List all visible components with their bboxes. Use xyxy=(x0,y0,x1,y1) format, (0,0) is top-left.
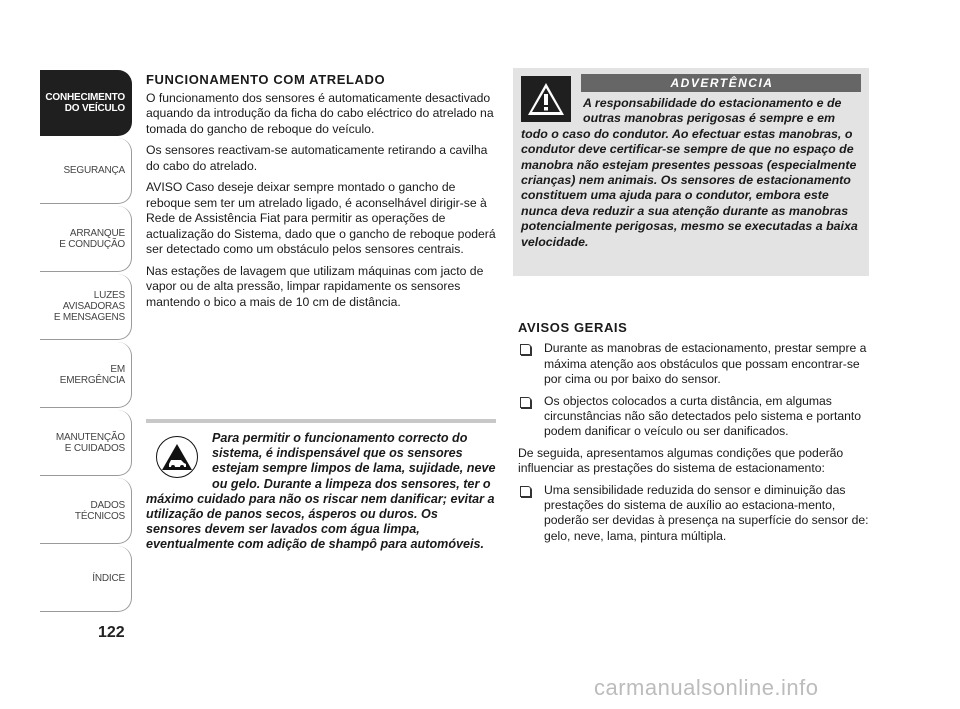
tab-luzes-avisadoras[interactable] xyxy=(40,274,132,340)
tab-label: SEGURANÇA xyxy=(63,165,125,176)
warning-title: ADVERTÊNCIA xyxy=(581,74,861,92)
section-heading: AVISOS GERAIS xyxy=(518,320,628,335)
tab-indice[interactable] xyxy=(40,546,132,612)
list-item xyxy=(518,394,870,440)
paragraph: Nas estações de lavagem que utilizam máquinas com jacto de vapor ou de alta pressão, limpar rapidamente os sensores mantendo o bico a mais de 10 cm de distância. xyxy=(146,263,484,309)
checkbox-bullet-icon xyxy=(520,397,531,408)
list-item-text: Uma sensibilidade reduzida do sensor e diminuição das prestações do sistema de auxílio ao estaciona-mento, poderão ser devidas à presença na superfície do sensor de: gelo, neve, lama, pintura múltipla. xyxy=(544,482,869,543)
list-item xyxy=(518,341,870,387)
note-box xyxy=(146,419,496,553)
warning-box xyxy=(513,68,869,276)
tab-label: ÍNDICE xyxy=(92,573,125,584)
tab-seguranca[interactable] xyxy=(40,138,132,204)
page-number: 122 xyxy=(98,624,125,641)
tab-manutencao-e-cuidados[interactable] xyxy=(40,410,132,476)
list-item xyxy=(518,483,870,545)
tab-dados-tecnicos[interactable] xyxy=(40,478,132,544)
tab-label: CONHECIMENTO DO VEÍCULO xyxy=(45,91,125,114)
tab-conhecimento-do-veiculo[interactable] xyxy=(40,70,132,136)
right-column xyxy=(518,320,870,550)
tab-arranque-e-conducao[interactable] xyxy=(40,206,132,272)
checkbox-bullet-icon xyxy=(520,344,531,355)
watermark: carmanualsonline.info xyxy=(594,675,819,700)
warning-text: A responsabilidade do estacionamento e de outras manobras perigosas é sempre e em todo o caso do condutor. Ao efectuar estas manobras, o condutor deve certificar-se sempre de que no espaço de manobra não estejam presentes pessoas (especialmente crianças) nem animais. Os sensores de estacionamento constituem uma ajuda para o condutor, embora este nunca deva reduzir a sua atenção durante as manobras potencialmente perigosas, mesmo se executadas a baixa velocidade. xyxy=(521,96,858,249)
note-text: Para permitir o funcionamento correcto do sistema, é indispensável que os sensores estejam sempre limpos de lama, sujidade, neve ou gelo. Durante a limpeza dos sensores, ter o máximo cuidado para não os riscar nem danificar; evitar a utilização de panos secos, ásperos ou duros. Os sensores devem ser lavados com água limpa, eventualmente com adição de shampô para automóveis. xyxy=(146,431,496,552)
section-sidebar xyxy=(40,70,132,614)
tab-label: DADOS TÉCNICOS xyxy=(74,499,125,522)
paragraph: De seguida, apresentamos algumas condições que poderão influenciar as prestações do sistema de estacionamento: xyxy=(518,445,844,476)
left-column xyxy=(146,72,496,316)
bullet-list xyxy=(518,341,870,439)
checkbox-bullet-icon xyxy=(520,486,531,497)
bullet-list xyxy=(518,483,870,545)
paragraph: O funcionamento dos sensores é automaticamente desactivado aquando da introdução da ficha do cabo eléctrico do atrelado na tomada do gancho de reboque do veículo. xyxy=(146,90,494,136)
tab-label: MANUTENÇÃO E CUIDADOS xyxy=(55,431,125,454)
paragraph: AVISO Caso deseje deixar sempre montado o gancho de reboque sem ter um atrelado ligado, é aconselhável dirigir-se à Rede de Assistência Fiat para permitir as operações de actualização do Sistema, dado que o gancho de reboque poderá ser detectado como um obstáculo pelos sensores centrais. xyxy=(146,180,496,256)
tab-label: LUZES AVISADORAS E MENSAGENS xyxy=(53,290,125,323)
tab-em-emergencia[interactable] xyxy=(40,342,132,408)
section-heading: FUNCIONAMENTO COM ATRELADO xyxy=(146,72,386,87)
car-care-icon xyxy=(156,436,198,478)
tab-label: EM EMERGÊNCIA xyxy=(59,363,125,386)
warning-triangle-icon xyxy=(521,76,571,122)
tab-label: ARRANQUE E CONDUÇÃO xyxy=(59,227,125,250)
paragraph: Os sensores reactivam-se automaticamente retirando a cavilha do cabo do atrelado. xyxy=(146,143,488,173)
list-item-text: Os objectos colocados a curta distância, em algumas circunstâncias não são detectados pelo sistema e portanto podem danificar o veículo ou ser danificados. xyxy=(544,393,862,439)
list-item-text: Durante as manobras de estacionamento, prestar sempre a máxima atenção aos obstáculos que possam encontrar-se por cima ou por baixo do sensor. xyxy=(544,341,867,387)
